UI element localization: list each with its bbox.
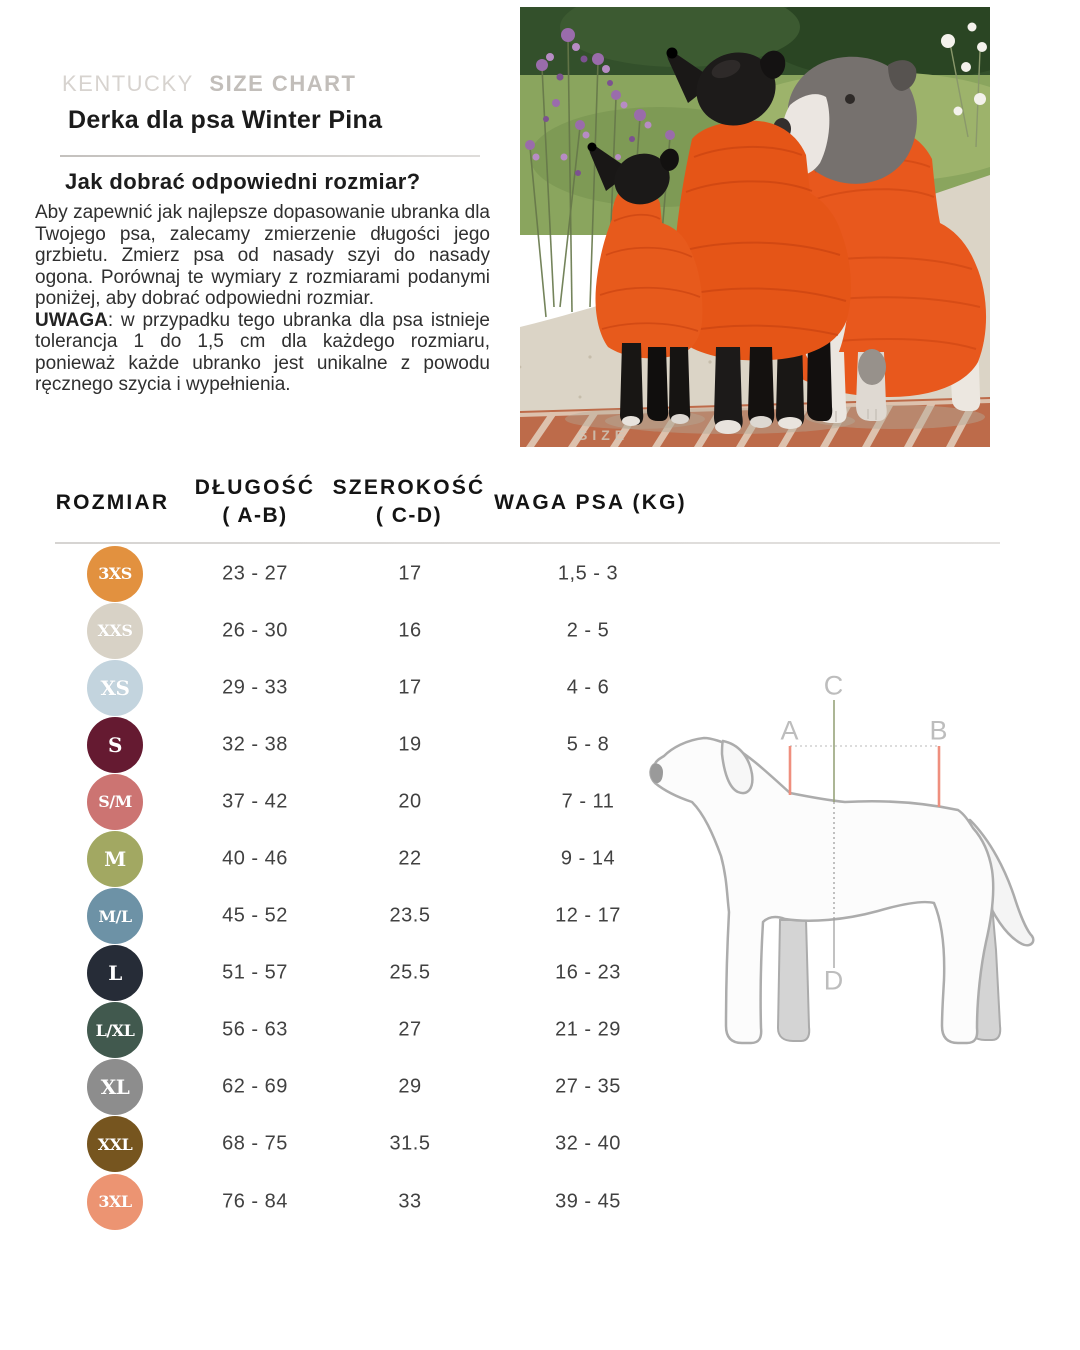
- length-value: 56 - 63: [222, 1018, 288, 1041]
- measure-point-c: C: [823, 670, 845, 701]
- size-badge: [87, 1002, 143, 1058]
- width-value: 19: [398, 733, 422, 756]
- measure-point-d: D: [823, 965, 845, 996]
- column-header-dlugosc: DŁUGOŚĆ ( A-B): [194, 476, 316, 528]
- size-badge: [87, 888, 143, 944]
- width-value: 16: [398, 619, 422, 642]
- weight-value: 16 - 23: [555, 961, 621, 984]
- width-value: 33: [398, 1190, 422, 1213]
- weight-value: 5 - 8: [566, 733, 610, 756]
- size-badge: [87, 1116, 143, 1172]
- size-badge: [87, 660, 143, 716]
- table-row: [0, 1116, 720, 1173]
- title-divider: [60, 155, 480, 157]
- dogs-photo-illustration: [520, 7, 990, 447]
- size-badge-label: 3XS: [98, 564, 132, 584]
- weight-value: 4 - 6: [566, 676, 610, 699]
- length-value: 37 - 42: [222, 790, 288, 813]
- brand-line: [62, 71, 356, 97]
- size-badge-label: XS: [100, 675, 130, 700]
- table-row: [0, 888, 720, 945]
- weight-value: 1,5 - 3: [557, 562, 619, 585]
- product-photo: [520, 7, 990, 447]
- weight-value: 27 - 35: [555, 1075, 621, 1098]
- width-value: 22: [398, 847, 422, 870]
- length-value: 23 - 27: [222, 562, 288, 585]
- weight-value: 32 - 40: [555, 1132, 621, 1155]
- length-value: 40 - 46: [222, 847, 288, 870]
- size-badge-label: XL: [100, 1075, 130, 1100]
- table-row: [0, 1059, 720, 1116]
- weight-value: 12 - 17: [555, 904, 621, 927]
- size-badge: [87, 603, 143, 659]
- size-badge: [87, 1059, 143, 1115]
- length-value: 45 - 52: [222, 904, 288, 927]
- size-badge-label: S/M: [98, 792, 132, 812]
- photo-watermark: SIZE: [578, 427, 630, 443]
- measure-point-b: B: [929, 715, 949, 746]
- width-value: 17: [398, 676, 422, 699]
- table-row: [0, 773, 720, 830]
- table-row: [0, 945, 720, 1002]
- column-header-waga: WAGA PSA (KG): [494, 491, 687, 514]
- length-value: 76 - 84: [222, 1190, 288, 1213]
- width-value: 27: [398, 1018, 422, 1041]
- size-table: [0, 545, 720, 1230]
- size-badge: [87, 831, 143, 887]
- measure-point-a: A: [780, 715, 800, 746]
- note-text: : w przypadku tego ubranka dla psa istnieje tolerancja 1 do 1,5 cm dla każdego rozmiaru, ponieważ każde ubranko jest unikalne z powodu ręcznego szycia i wypełnienia.: [35, 309, 490, 395]
- length-value: 68 - 75: [222, 1132, 288, 1155]
- table-row: [0, 659, 720, 716]
- table-row: [0, 545, 720, 602]
- intro-text: [35, 202, 490, 396]
- brand-suffix: SIZE CHART: [209, 71, 357, 96]
- width-value: 31.5: [389, 1132, 431, 1155]
- brand-name: KENTUCKY: [62, 71, 194, 96]
- note-label: UWAGA: [35, 309, 108, 331]
- table-row: [0, 602, 720, 659]
- size-badge-label: L/XL: [95, 1020, 135, 1040]
- length-value: 32 - 38: [222, 733, 288, 756]
- size-badge: [87, 717, 143, 773]
- size-badge: [87, 774, 143, 830]
- width-value: 17: [398, 562, 422, 585]
- width-value: 29: [398, 1075, 422, 1098]
- measurement-diagram: [630, 650, 1080, 1090]
- table-row: [0, 1002, 720, 1059]
- table-row: [0, 1173, 720, 1230]
- size-badge-label: L: [108, 961, 122, 986]
- intro-paragraph: Aby zapewnić jak najlepsze dopasowanie ubranka dla Twojego psa, zalecamy zmierzenie długości jego grzbietu. Zmierz psa od nasady szyi do nasady ogona. Porównaj te wymiary z rozmiarami podanymi poniżej, aby dobrać odpowiedni rozmiar.: [35, 202, 490, 309]
- width-value: 25.5: [389, 961, 431, 984]
- intro-note: [35, 310, 490, 396]
- length-value: 62 - 69: [222, 1075, 288, 1098]
- size-badge: [87, 945, 143, 1001]
- weight-value: 21 - 29: [555, 1018, 621, 1041]
- size-badge-label: M/L: [98, 906, 132, 926]
- weight-value: 7 - 11: [561, 790, 615, 813]
- weight-value: 2 - 5: [566, 619, 610, 642]
- width-value: 20: [398, 790, 422, 813]
- page-title: Derka dla psa Winter Pina: [68, 106, 383, 134]
- size-badge-label: XXL: [97, 1134, 133, 1154]
- width-value: 23.5: [389, 904, 431, 927]
- size-badge-label: M: [104, 847, 126, 872]
- weight-value: 9 - 14: [560, 847, 616, 870]
- section-heading: Jak dobrać odpowiedni rozmiar?: [65, 169, 421, 194]
- size-badge-label: 3XL: [98, 1192, 132, 1212]
- table-header-rule: [55, 542, 1000, 544]
- length-value: 26 - 30: [222, 619, 288, 642]
- table-row: [0, 716, 720, 773]
- size-badge: [87, 546, 143, 602]
- size-badge-label: XXS: [97, 621, 133, 641]
- length-value: 51 - 57: [222, 961, 288, 984]
- size-badge-label: S: [108, 732, 122, 757]
- table-row: [0, 830, 720, 887]
- dog-outline-illustration: [630, 650, 1080, 1090]
- column-header-szerokosc: SZEROKOŚĆ ( C-D): [332, 476, 486, 528]
- column-header-rozmiar: ROZMIAR: [55, 491, 170, 514]
- weight-value: 39 - 45: [555, 1190, 621, 1213]
- length-value: 29 - 33: [222, 676, 288, 699]
- size-badge: [87, 1174, 143, 1230]
